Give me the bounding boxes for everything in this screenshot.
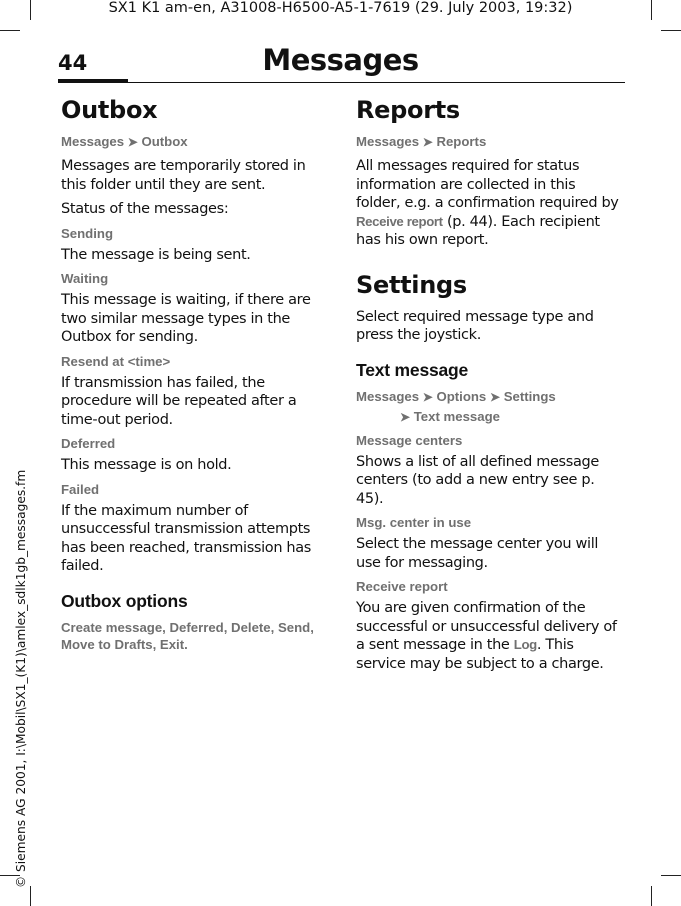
keyword-receive-report: Receive report [356,213,443,229]
crop-mark [661,875,681,876]
reports-heading: Reports [356,96,460,124]
text-message-menu-path: Messages ➤ Options ➤ Settings [356,388,556,404]
settings-intro: Select required message type and press the joystick. [356,308,594,343]
arrow-right-icon: ➤ [127,135,138,149]
outbox-intro: Messages are temporarily stored in this folder until they are sent. [61,158,306,193]
message-centers-text: Shows a list of all defined message centers (to add a new entry see p. 45). [356,453,599,507]
arrow-right-icon: ➤ [400,409,411,424]
center-in-use-label: Msg. center in use [356,515,472,530]
reports-text: All messages required for status information are collected in this folder, e.g. a confirmation required by Receive report (p. 44). Each recipient has his own report. [356,158,619,248]
text-message-menu-path-continued: ➤ Text message [400,408,500,424]
outbox-heading: Outbox [61,96,158,124]
crop-mark [30,886,31,906]
receive-report-text: You are given confirmation of the successful or unsuccessful delivery of a sent message in the Log. This service may be subject to a charge. [356,600,617,672]
crop-mark [0,30,20,31]
arrow-right-icon: ➤ [422,389,433,404]
header-rule [58,82,625,83]
arrow-right-icon: ➤ [489,389,501,404]
receive-report-label: Receive report [356,579,448,594]
status-label-sending: Sending [61,225,114,241]
document-meta: SX1 K1 am-en, A31008-H6500-A5-1-7619 (29. July 2003, 19:32) [108,0,573,16]
copyright-sidebar: © Siemens AG 2001, I:\Mobil\SX1_(K1)\amlex_sdlk1gb_messages.fm [14,469,28,888]
outbox-options-list: Create message, Deferred, Delete, Send, Move to Drafts, Exit. [61,619,314,652]
reports-menu-path: Messages ➤ Reports [356,134,487,149]
text-message-heading: Text message [356,359,469,380]
outbox-options-heading: Outbox options [61,590,188,611]
page-title: Messages [262,43,419,77]
status-text-failed: If the maximum number of unsuccessful transmission attempts has been reached, transmission has failed. [61,502,312,574]
crop-mark [661,30,681,31]
arrow-right-icon: ➤ [422,135,433,149]
settings-heading: Settings [356,270,467,299]
status-text-deferred: This message is on hold. [61,457,232,473]
status-text-sending: The message is being sent. [61,246,251,263]
center-in-use-text: Select the message center you will use for messaging. [356,536,599,571]
right-column [356,95,620,679]
crop-mark [651,886,652,906]
left-column [61,95,326,653]
status-label-resend: Resend at <time> [61,353,171,369]
message-centers-label: Message centers [356,432,463,448]
page-number: 44 [58,51,88,75]
keyword-log: Log [513,637,537,652]
status-intro: Status of the messages: [61,201,229,217]
outbox-menu-path: Messages ➤ Outbox [61,134,188,149]
status-text-waiting: This message is waiting, if there are two similar message types in the Outbox for sending. [61,292,311,345]
status-text-resend: If transmission has failed, the procedure will be repeated after a time-out period. [61,374,297,428]
status-label-deferred: Deferred [61,436,116,451]
status-label-waiting: Waiting [61,271,109,286]
status-label-failed: Failed [61,481,100,497]
